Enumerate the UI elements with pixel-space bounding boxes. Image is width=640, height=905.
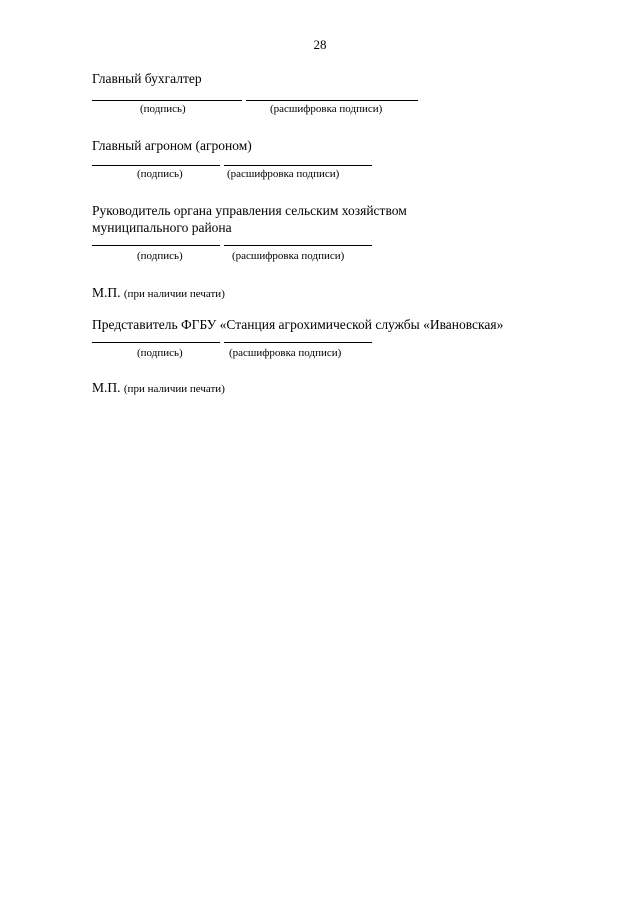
agriculture-head-signature-caption: (подпись) [137,250,183,262]
fgbu-representative-decryption-line [224,342,372,343]
chief-agronomist-title: Главный агроном (агроном) [92,138,252,153]
chief-accountant-title: Главный бухгалтер [92,71,202,86]
chief-accountant-decryption-caption: (расшифровка подписи) [270,103,383,115]
stamp-label: М.П. [92,285,121,300]
stamp-condition: (при наличии печати) [123,383,225,395]
stamp-note-1 [92,285,225,301]
agriculture-head-decryption-caption: (расшифровка подписи) [232,250,345,262]
agriculture-head-title-line1: Руководитель органа управления сельским хозяйством [92,203,407,218]
fgbu-representative-title: Представитель ФГБУ «Станция агрохимической службы «Ивановская» [92,317,504,332]
chief-accountant-signature-caption: (подпись) [140,103,186,115]
fgbu-representative-decryption-caption: (расшифровка подписи) [229,347,342,359]
stamp-condition: (при наличии печати) [123,288,225,300]
chief-accountant-signature-line [92,100,242,101]
agriculture-head-signature-line [92,245,220,246]
chief-agronomist-signature-caption: (подпись) [137,168,183,180]
chief-accountant-decryption-line [246,100,418,101]
fgbu-representative-signature-caption: (подпись) [137,347,183,359]
chief-agronomist-decryption-caption: (расшифровка подписи) [227,168,340,180]
chief-agronomist-decryption-line [224,165,372,166]
chief-agronomist-signature-line [92,165,220,166]
page-number: 28 [313,37,327,52]
agriculture-head-title-line2: муниципального района [92,220,232,235]
stamp-label: М.П. [92,380,121,395]
fgbu-representative-signature-line [92,342,220,343]
agriculture-head-decryption-line [224,245,372,246]
stamp-note-2 [92,380,225,396]
